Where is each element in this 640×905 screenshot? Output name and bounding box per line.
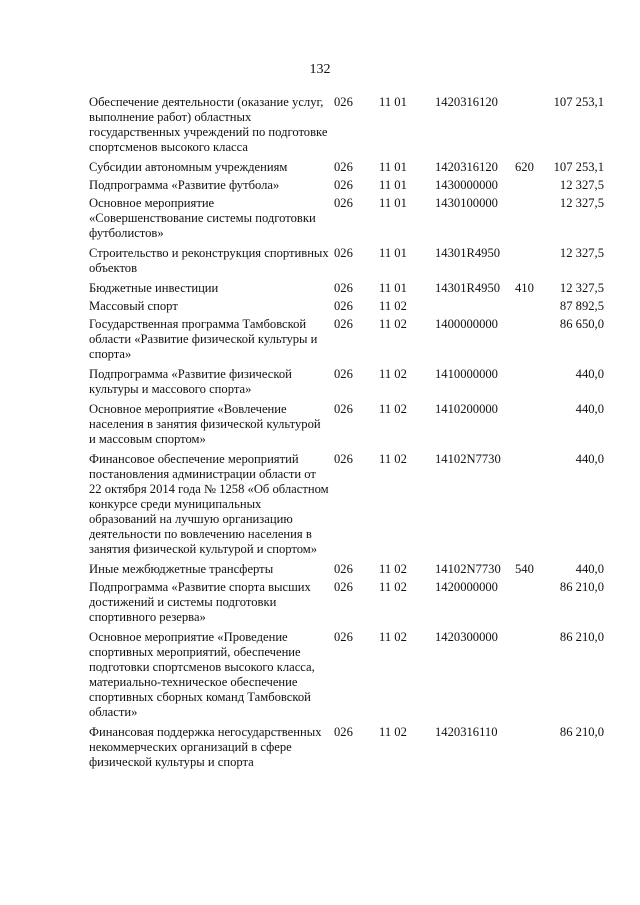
row-target-code: 14301R4950 bbox=[435, 281, 501, 295]
row-name: Субсидии автономным учреждениям bbox=[89, 160, 288, 174]
table-row bbox=[89, 281, 604, 299]
row-amount: 107 253,1 bbox=[553, 95, 604, 109]
table-row bbox=[89, 246, 604, 281]
row-amount: 440,0 bbox=[575, 367, 604, 381]
row-target-code: 1420316120 bbox=[435, 160, 498, 174]
row-target-code: 1420316110 bbox=[435, 725, 498, 739]
budget-rows bbox=[89, 95, 604, 775]
row-amount: 12 327,5 bbox=[559, 178, 604, 192]
row-section-code: 11 02 bbox=[379, 580, 407, 594]
table-row bbox=[89, 367, 604, 402]
row-name: Подпрограмма «Развитие физической культуры и массового спорта» bbox=[89, 367, 292, 396]
row-dept-code: 026 bbox=[334, 562, 353, 576]
row-target-code: 1410200000 bbox=[435, 402, 498, 416]
row-expense-type bbox=[515, 367, 544, 402]
row-name: Подпрограмма «Развитие футбола» bbox=[89, 178, 280, 192]
row-expense-type: 620 bbox=[515, 160, 534, 174]
row-expense-type bbox=[515, 452, 544, 562]
row-dept-code: 026 bbox=[334, 299, 353, 313]
row-amount: 12 327,5 bbox=[559, 246, 604, 260]
row-dept-code: 026 bbox=[334, 317, 353, 331]
table-row bbox=[89, 317, 604, 367]
row-amount: 86 650,0 bbox=[559, 317, 604, 331]
table-row bbox=[89, 196, 604, 246]
row-section-code: 11 02 bbox=[379, 562, 407, 576]
row-dept-code: 026 bbox=[334, 196, 353, 210]
row-section-code: 11 02 bbox=[379, 630, 407, 644]
row-dept-code: 026 bbox=[334, 367, 353, 381]
row-section-code: 11 01 bbox=[379, 178, 407, 192]
row-target-code: 1420300000 bbox=[435, 630, 498, 644]
table-row bbox=[89, 562, 604, 580]
row-section-code: 11 01 bbox=[379, 246, 407, 260]
row-name: Иные межбюджетные трансферты bbox=[89, 562, 274, 576]
row-name: Массовый спорт bbox=[89, 299, 178, 313]
row-target-code: 1420000000 bbox=[435, 580, 498, 594]
row-amount: 12 327,5 bbox=[559, 196, 604, 210]
row-name: Бюджетные инвестиции bbox=[89, 281, 219, 295]
row-section-code: 11 02 bbox=[379, 402, 407, 416]
row-name: Государственная программа Тамбовской области «Развитие физической культуры и спорта» bbox=[89, 317, 318, 361]
row-name: Финансовое обеспечение мероприятий постановления администрации области от 22 октября 2014 года № 1258 «Об областном конкурсе среди муниципальных образований на лучшую организацию деятельности по вовлечению населения в занятия физической культурой и спортом» bbox=[89, 452, 329, 556]
row-expense-type bbox=[515, 630, 544, 725]
row-section-code: 11 02 bbox=[379, 452, 407, 466]
row-name: Подпрограмма «Развитие спорта высших достижений и системы подготовки спортивного резерва» bbox=[89, 580, 311, 624]
row-expense-type: 410 bbox=[515, 281, 534, 295]
budget-table bbox=[89, 95, 604, 775]
table-row bbox=[89, 630, 604, 725]
row-name: Обеспечение деятельности (оказание услуг, выполнение работ) областных государственных учреждений по подготовке спортсменов высокого класса bbox=[89, 95, 328, 154]
table-row bbox=[89, 299, 604, 317]
table-row bbox=[89, 95, 604, 160]
row-dept-code: 026 bbox=[334, 246, 353, 260]
row-name: Основное мероприятие «Совершенствование системы подготовки футболистов» bbox=[89, 196, 316, 240]
row-name: Финансовая поддержка негосударственных некоммерческих организаций в сфере физической культуры и спорта bbox=[89, 725, 322, 769]
table-row bbox=[89, 580, 604, 630]
row-dept-code: 026 bbox=[334, 160, 353, 174]
row-name: Строительство и реконструкция спортивных объектов bbox=[89, 246, 329, 275]
row-target-code: 1430000000 bbox=[435, 178, 498, 192]
row-expense-type: 540 bbox=[515, 562, 534, 576]
page-number: 132 bbox=[309, 62, 331, 77]
table-row bbox=[89, 178, 604, 196]
row-section-code: 11 01 bbox=[379, 196, 407, 210]
row-amount: 86 210,0 bbox=[559, 630, 604, 644]
row-target-code bbox=[435, 299, 515, 317]
row-expense-type bbox=[515, 317, 544, 367]
row-dept-code: 026 bbox=[334, 580, 353, 594]
row-amount: 87 892,5 bbox=[559, 299, 604, 313]
row-dept-code: 026 bbox=[334, 725, 353, 739]
row-dept-code: 026 bbox=[334, 402, 353, 416]
row-amount: 440,0 bbox=[575, 562, 604, 576]
row-dept-code: 026 bbox=[334, 452, 353, 466]
row-target-code: 1400000000 bbox=[435, 317, 498, 331]
row-target-code: 1410000000 bbox=[435, 367, 498, 381]
table-row bbox=[89, 402, 604, 452]
row-section-code: 11 01 bbox=[379, 160, 407, 174]
row-target-code: 14102N7730 bbox=[435, 452, 501, 466]
row-amount: 12 327,5 bbox=[559, 281, 604, 295]
row-expense-type bbox=[515, 580, 544, 630]
row-dept-code: 026 bbox=[334, 281, 353, 295]
row-amount: 86 210,0 bbox=[559, 580, 604, 594]
table-row bbox=[89, 725, 604, 775]
row-expense-type bbox=[515, 246, 544, 281]
row-amount: 440,0 bbox=[575, 402, 604, 416]
row-section-code: 11 02 bbox=[379, 367, 407, 381]
row-dept-code: 026 bbox=[334, 630, 353, 644]
table-row bbox=[89, 452, 604, 562]
row-target-code: 14102N7730 bbox=[435, 562, 501, 576]
row-expense-type bbox=[515, 95, 544, 160]
row-expense-type bbox=[515, 402, 544, 452]
row-section-code: 11 01 bbox=[379, 281, 407, 295]
row-amount: 86 210,0 bbox=[559, 725, 604, 739]
row-amount: 107 253,1 bbox=[553, 160, 604, 174]
row-name: Основное мероприятие «Проведение спортивных мероприятий, обеспечение подготовки спортсменов высокого класса, материально-техническое обеспечение спортивных сборных команд Тамбовской области» bbox=[89, 630, 315, 719]
row-dept-code: 026 bbox=[334, 178, 353, 192]
row-section-code: 11 02 bbox=[379, 317, 407, 331]
row-expense-type bbox=[515, 725, 544, 775]
row-target-code: 1420316120 bbox=[435, 95, 498, 109]
row-target-code: 1430100000 bbox=[435, 196, 498, 210]
row-expense-type bbox=[515, 196, 544, 246]
row-name: Основное мероприятие «Вовлечение населения в занятия физической культурой и массовым спортом» bbox=[89, 402, 321, 446]
row-section-code: 11 02 bbox=[379, 299, 407, 313]
row-dept-code: 026 bbox=[334, 95, 353, 109]
row-expense-type bbox=[515, 178, 544, 196]
row-section-code: 11 01 bbox=[379, 95, 407, 109]
row-target-code: 14301R4950 bbox=[435, 246, 501, 260]
table-row bbox=[89, 160, 604, 178]
row-expense-type bbox=[515, 299, 544, 317]
row-amount: 440,0 bbox=[575, 452, 604, 466]
row-section-code: 11 02 bbox=[379, 725, 407, 739]
